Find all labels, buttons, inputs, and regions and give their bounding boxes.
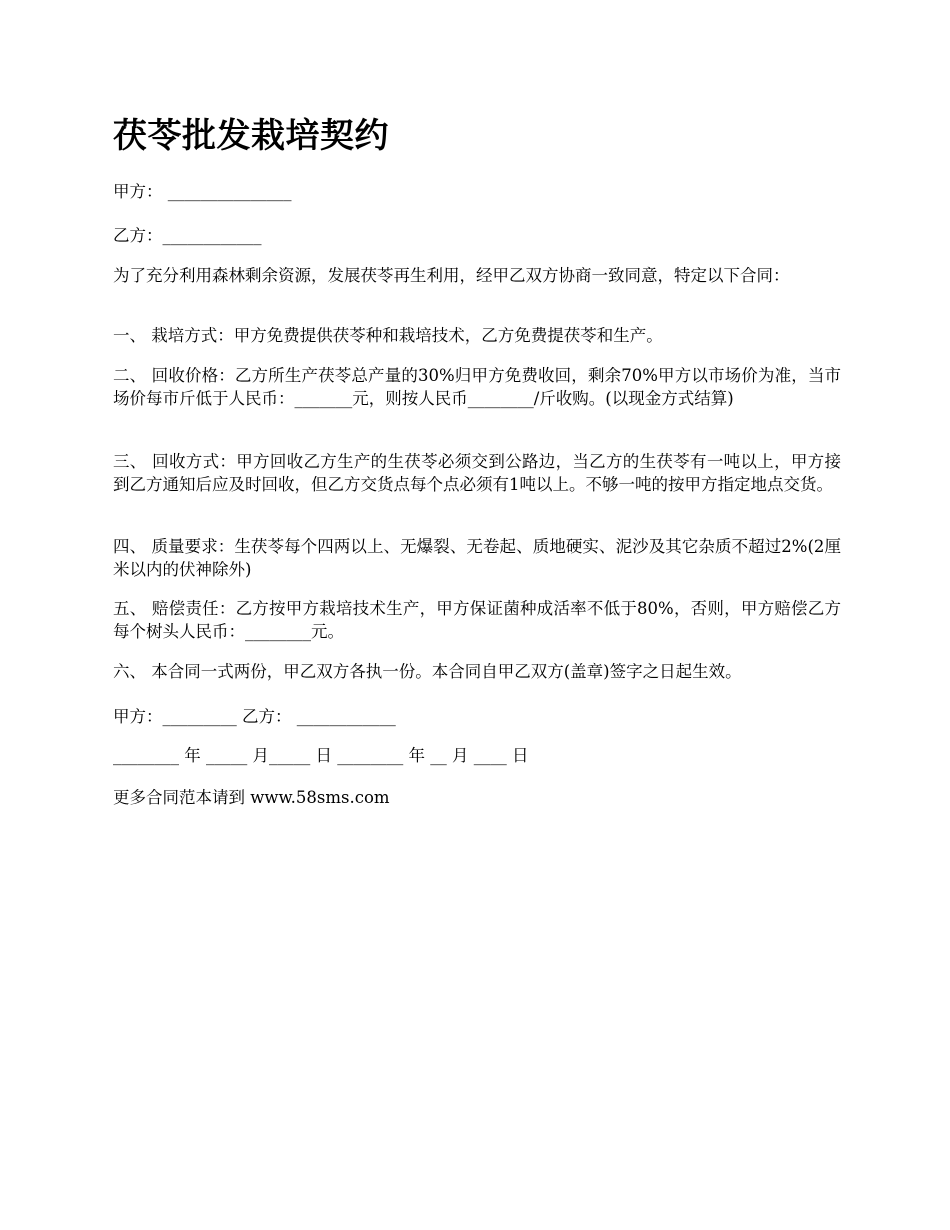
party-a-line: 甲方： _______________ [113, 182, 292, 201]
date-line: ________ 年 _____ 月_____ 日 ________ 年 __ 月 ____ 日 [113, 746, 529, 765]
signature-line: 甲方：_________ 乙方： ____________ [113, 707, 396, 726]
clause-2-recovery-price: 二、 回收价格：乙方所生产茯苓总产量的30%归甲方免费收回，剩余70%甲方以市场价为准，当市场价每市斤低于人民币：_______元，则按人民币________/斤收购。(以现金方式结算) [113, 366, 841, 408]
clause-5-compensation: 五、 赔偿责任：乙方按甲方栽培技术生产，甲方保证菌种成活率不低于80%，否则，甲方赔偿乙方每个树头人民币：________元。 [113, 599, 841, 641]
clause-3-recovery-method: 三、 回收方式：甲方回收乙方生产的生茯苓必须交到公路边，当乙方的生茯苓有一吨以上，甲方接到乙方通知后应及时回收，但乙方交货点每个点必须有1吨以上。不够一吨的按甲方指定地点交货。 [113, 452, 841, 494]
clause-1-cultivation-method: 一、 栽培方式：甲方免费提供茯苓种和栽培技术，乙方免费提茯苓和生产。 [113, 326, 663, 345]
footer-link-text: 更多合同范本请到 www.58sms.com [113, 788, 390, 807]
clause-4-quality-requirements: 四、 质量要求：生茯苓每个四两以上、无爆裂、无卷起、质地硬实、泥沙及其它杂质不超过2%(2厘米以内的伏神除外) [113, 537, 841, 579]
document-title: 茯苓批发栽培契约 [113, 116, 389, 156]
intro-paragraph: 为了充分利用森林剩余资源，发展茯苓再生利用，经甲乙双方协商一致同意，特定以下合同： [113, 266, 790, 285]
clause-6-effectiveness: 六、 本合同一式两份，甲乙双方各执一份。本合同自甲乙双方(盖章)签字之日起生效。 [113, 662, 742, 681]
party-b-line: 乙方：____________ [113, 226, 262, 245]
